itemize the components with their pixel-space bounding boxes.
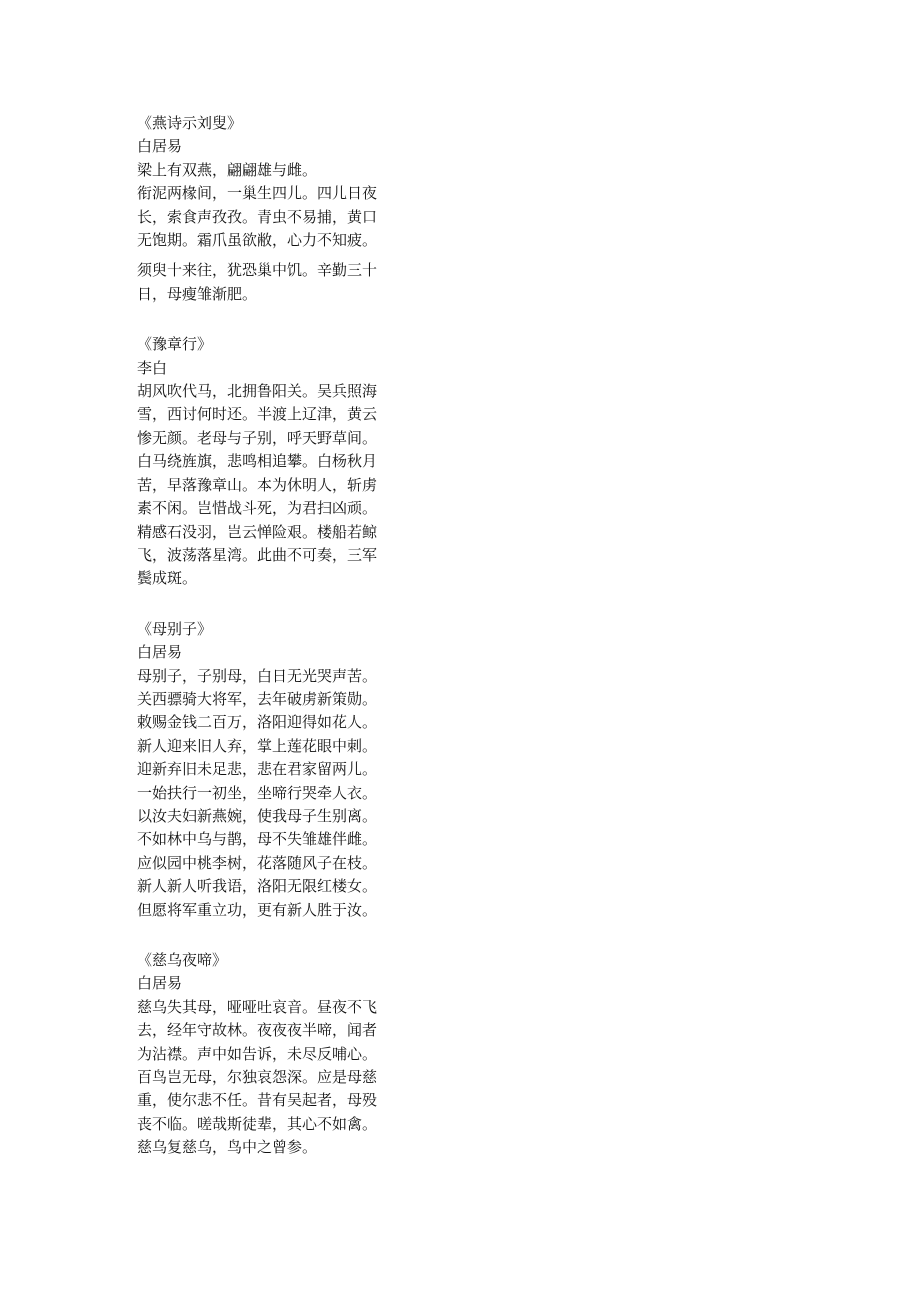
poem-author: 白居易	[137, 643, 183, 662]
poem-line: 慈乌复慈乌，鸟中之曾参。	[137, 1138, 318, 1157]
poem-line: 精感石没羽，岂云惮险艰。楼船若鲸	[137, 522, 378, 541]
poem-paragraph	[137, 380, 407, 591]
poem-author: 白居易	[137, 974, 183, 993]
poem-author: 李白	[137, 358, 168, 377]
poem-1	[137, 112, 407, 306]
poem-line: 白马绕旌旗，悲鸣相追攀。白杨秋月	[137, 452, 378, 471]
poem-title: 《豫章行》	[137, 335, 213, 354]
poem-line: 梁上有双燕，翩翩雄与雌。	[137, 160, 318, 179]
poem-line: 但愿将军重立功，更有新人胜于汝。	[137, 900, 378, 919]
poem-line: 雪，西讨何时还。半渡上辽津，黄云	[137, 405, 378, 424]
poem-line: 百鸟岂无母，尔独哀怨深。应是母慈	[137, 1068, 378, 1087]
poem-line: 慈乌失其母，哑哑吐哀音。昼夜不飞	[137, 997, 378, 1016]
poem-title: 《母别子》	[137, 619, 213, 638]
poem-line: 丧不临。嗟哉斯徒辈，其心不如禽。	[137, 1114, 378, 1133]
poem-line: 衔泥两椽间，一巢生四儿。四儿日夜	[137, 184, 378, 203]
poem-line: 一始扶行一初坐，坐啼行哭牵人衣。	[137, 783, 378, 802]
poem-line: 新人迎来旧人弃，掌上莲花眼中刺。	[137, 736, 378, 755]
poem-line: 鬓成斑。	[137, 569, 198, 588]
poem-line: 日，母瘦雏渐肥。	[137, 284, 258, 303]
poem-paragraph	[137, 665, 407, 922]
poem-line: 苦，早落豫章山。本为休明人，斩虏	[137, 475, 378, 494]
poem-line: 重，使尔悲不任。昔有吴起者，母殁	[137, 1091, 378, 1110]
poem-line: 敕赐金钱二百万，洛阳迎得如花人。	[137, 713, 378, 732]
poem-paragraph	[137, 996, 407, 1160]
poem-line: 关西骠骑大将军，去年破虏新策勋。	[137, 689, 378, 708]
poem-line: 去，经年守故林。夜夜夜半啼，闻者	[137, 1021, 378, 1040]
poem-line: 胡风吹代马，北拥鲁阳关。吴兵照海	[137, 382, 378, 401]
poem-line: 以汝夫妇新燕婉，使我母子生别离。	[137, 806, 378, 825]
poem-line: 素不闲。岂惜战斗死，为君扫凶顽。	[137, 499, 378, 518]
poem-line: 飞，波荡落星湾。此曲不可奏，三军	[137, 545, 378, 564]
poem-line: 长，索食声孜孜。青虫不易捕，黄口	[137, 207, 378, 226]
poem-line: 母别子，子别母，白日无光哭声苦。	[137, 666, 378, 685]
poem-paragraph	[137, 259, 407, 306]
poem-line: 惨无颜。老母与子别，呼天野草间。	[137, 428, 378, 447]
poem-2	[137, 333, 407, 590]
poem-line: 新人新人听我语，洛阳无限红楼女。	[137, 877, 378, 896]
poem-3	[137, 618, 407, 922]
poem-line: 为沾襟。声中如告诉，未尽反哺心。	[137, 1044, 378, 1063]
poem-title: 《慈乌夜啼》	[137, 951, 228, 969]
poem-paragraph	[137, 159, 407, 253]
poem-title: 《燕诗示刘叟》	[137, 114, 243, 132]
poem-author: 白居易	[137, 137, 183, 156]
poem-line: 无饱期。霜爪虽欲敝，心力不知疲。	[137, 231, 378, 250]
poem-4	[137, 949, 407, 1160]
document-body	[137, 112, 407, 1160]
poem-line: 不如林中乌与鹊，母不失雏雄伴雌。	[137, 830, 378, 849]
poem-line: 应似园中桃李树，花落随风子在枝。	[137, 853, 378, 872]
poem-line: 迎新弃旧未足悲，悲在君家留两儿。	[137, 760, 378, 779]
poem-line: 须臾十来往，犹恐巢中饥。辛勤三十	[137, 261, 378, 280]
